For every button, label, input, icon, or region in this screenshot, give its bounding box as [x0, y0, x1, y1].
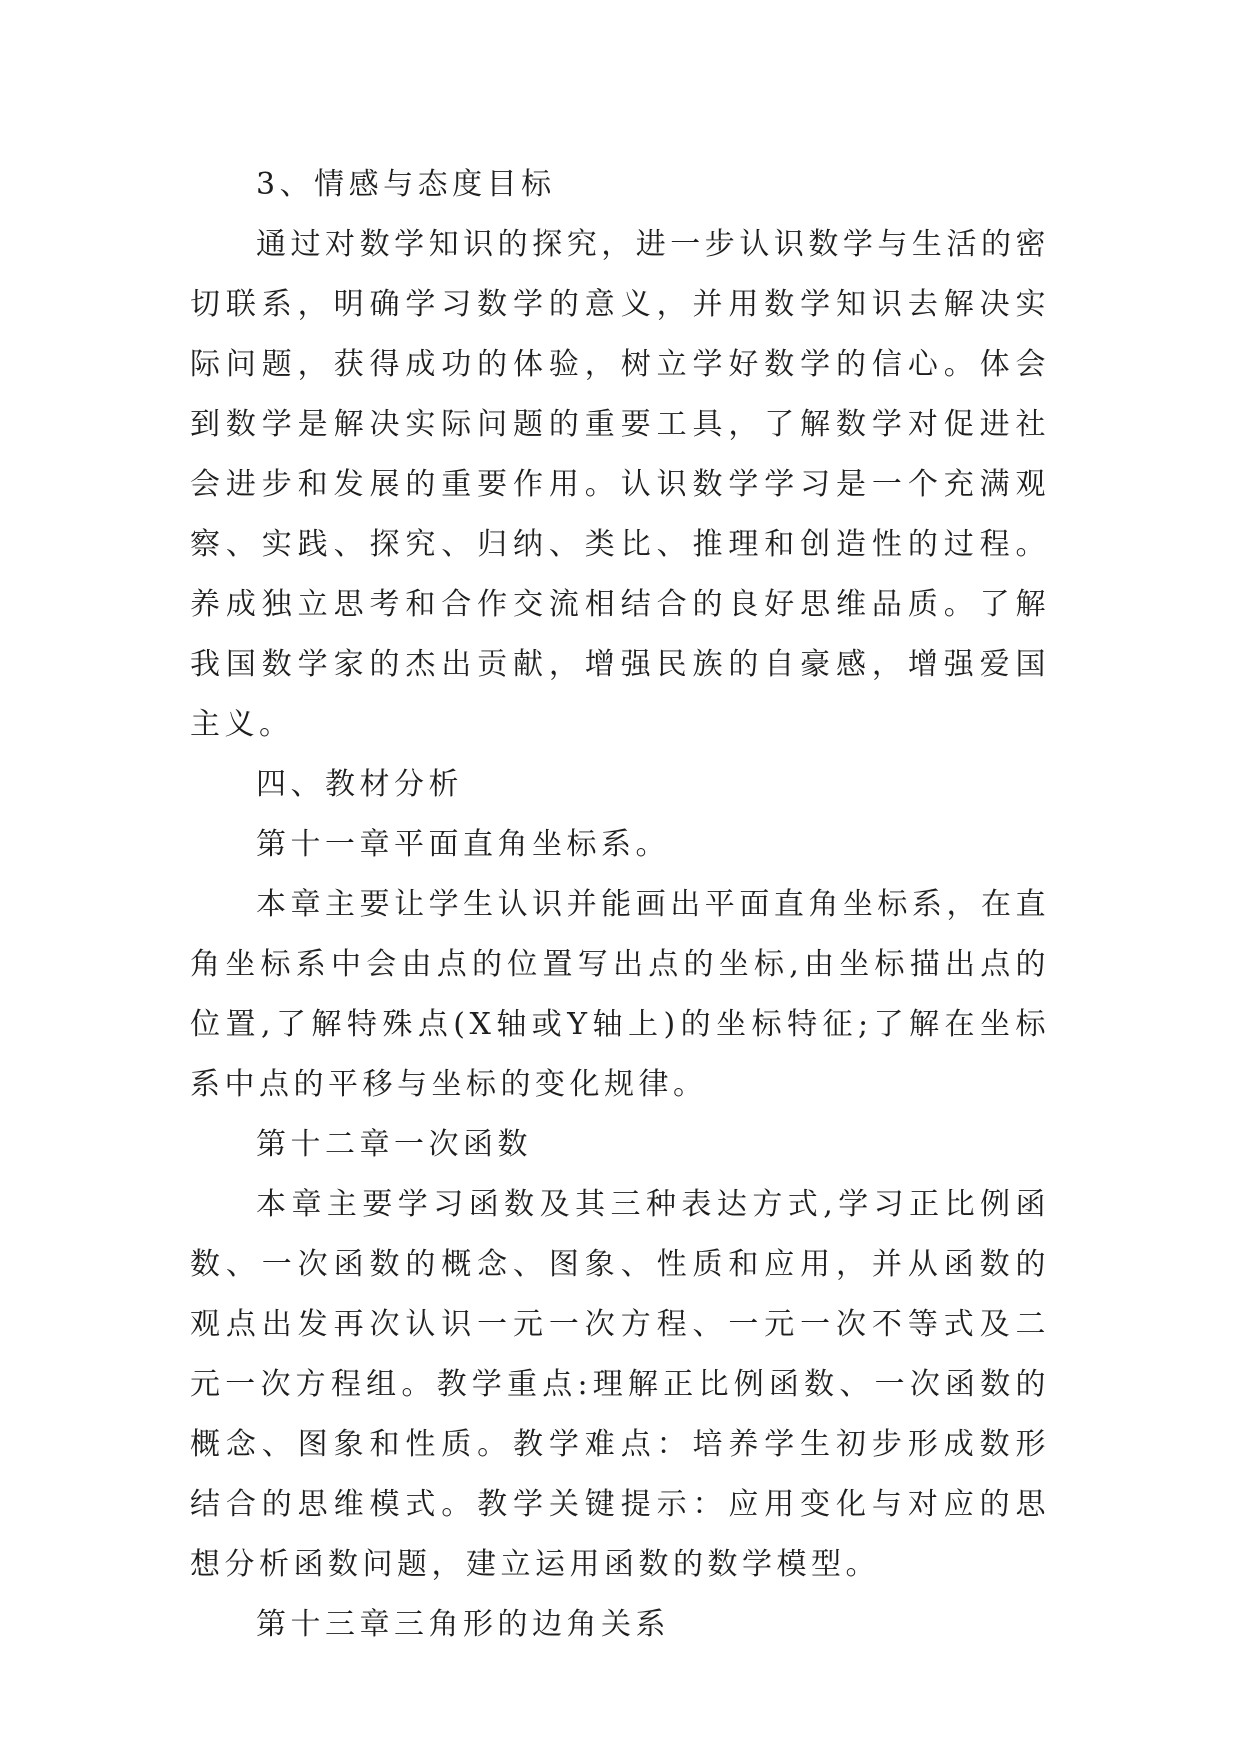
document-body [190, 155, 1050, 1655]
paragraph-chapter-12: 本章主要学习函数及其三种表达方式,学习正比例函数、一次函数的概念、图象、性质和应用，并从函数的观点出发再次认识一元一次方程、一元一次不等式及二元一次方程组。教学重点:理解正比例函数、一次函数的概念、图象和性质。教学难点：培养学生初步形成数形结合的思维模式。教学关键提示：应用变化与对应的思想分析函数问题，建立运用函数的数学模型。 [190, 1187, 1050, 1582]
section-heading-textbook-analysis: 四、教材分析 [256, 767, 463, 802]
paragraph-chapter-11: 本章主要让学生认识并能画出平面直角坐标系，在直角坐标系中会由点的位置写出点的坐标,由坐标描出点的位置,了解特殊点(X轴或Y轴上)的坐标特征;了解在坐标系中点的平移与坐标的变化规律。 [190, 887, 1050, 1102]
chapter-heading-12: 第十二章一次函数 [256, 1127, 532, 1162]
chapter-heading-11: 第十一章平面直角坐标系。 [256, 827, 670, 862]
chapter-heading-13: 第十三章三角形的边角关系 [256, 1607, 670, 1642]
section-heading-emotion-goals: 3、情感与态度目标 [256, 167, 556, 202]
paragraph-emotion-goals: 通过对数学知识的探究，进一步认识数学与生活的密切联系，明确学习数学的意义，并用数学知识去解决实际问题，获得成功的体验，树立学好数学的信心。体会到数学是解决实际问题的重要工具，了解数学对促进社会进步和发展的重要作用。认识数学学习是一个充满观察、实践、探究、归纳、类比、推理和创造性的过程。养成独立思考和合作交流相结合的良好思维品质。了解我国数学家的杰出贡献，增强民族的自豪感，增强爱国主义。 [190, 227, 1050, 742]
